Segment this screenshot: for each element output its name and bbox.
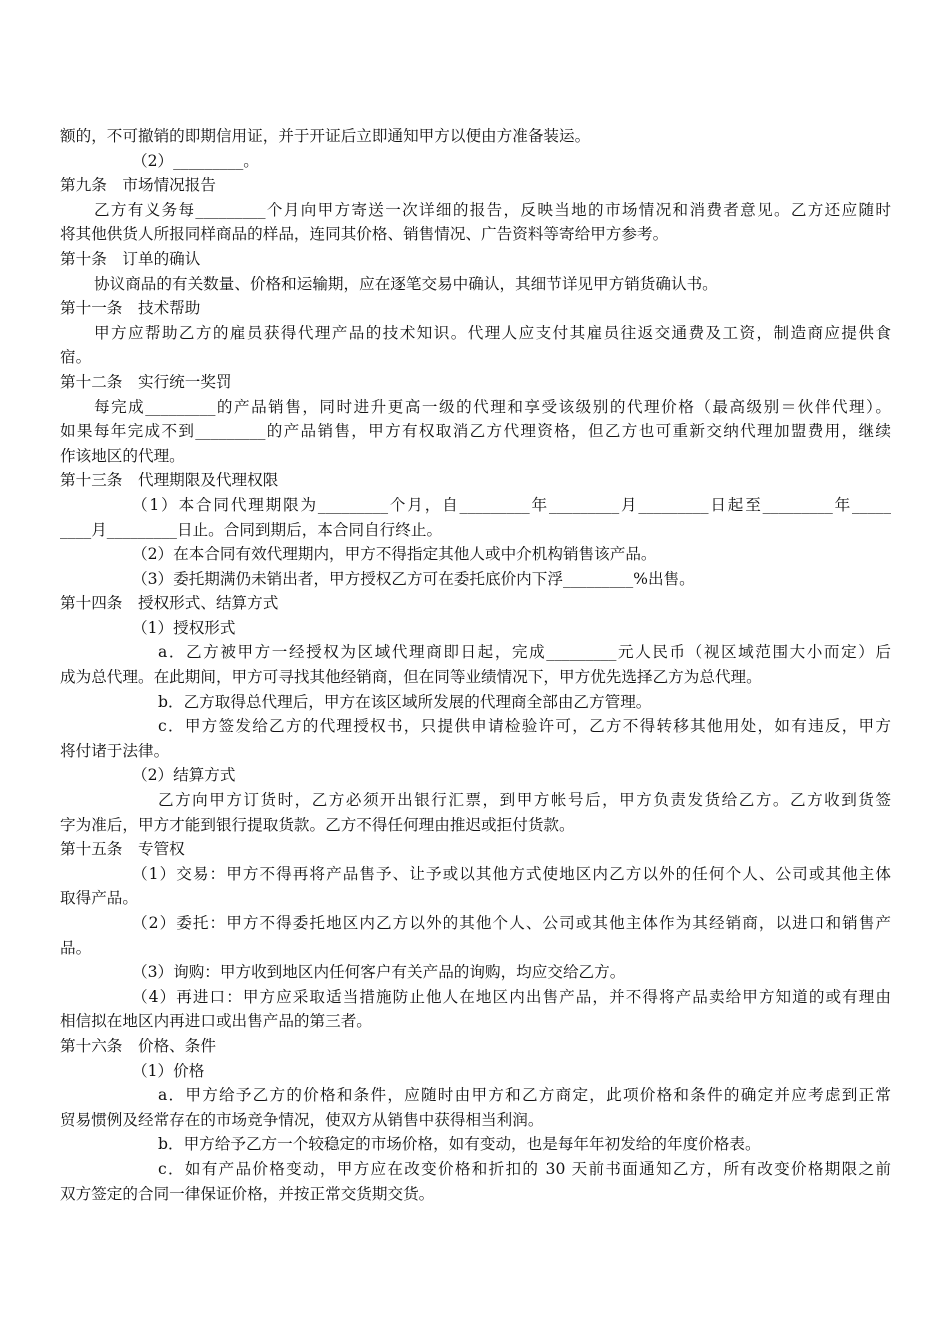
- text-line: （2）_________。: [132, 151, 259, 170]
- text-line: （2）在本合同有效代理期内，甲方不得指定其他人或中介机构销售该产品。: [132, 545, 657, 564]
- text-line: （1）授权形式: [132, 618, 236, 637]
- section-heading: 第十一条 技术帮助: [60, 299, 201, 318]
- section-heading: 第十二条 实行统一奖罚: [60, 372, 232, 391]
- section-heading: 第十六条 价格、条件: [60, 1036, 216, 1055]
- text-line: 如果每年完成不到_________的产品销售，甲方有权取消乙方代理资格，但乙方也可重新交纳代理加盟费用，继续: [60, 422, 891, 441]
- text-line: 乙方有义务每_________个月向甲方寄送一次详细的报告，反映当地的市场情况和消费者意见。乙方还应随时: [94, 200, 891, 219]
- text-line: b．甲方给予乙方一个较稳定的市场价格，如有变动，也是每年年初发给的年度价格表。: [158, 1135, 761, 1154]
- text-line: c．甲方签发给乙方的代理授权书，只提供申请检验许可，乙方不得转移其他用处，如有违反，甲方: [158, 717, 891, 736]
- text-line: 成为总代理。在此期间，甲方可寻找其他经销商，但在同等业绩情况下，甲方优先选择乙方为总代理。: [60, 668, 762, 687]
- text-line: （4）再进口：甲方应采取适当措施防止他人在地区内出售产品，并不得将产品卖给甲方知道的或有理由: [132, 987, 891, 1006]
- text-line: 相信拟在地区内再进口或出售产品的第三者。: [60, 1012, 372, 1031]
- text-line: 宿。: [60, 348, 92, 367]
- text-line: （1）价格: [132, 1061, 205, 1080]
- text-line: a．乙方被甲方一经授权为区域代理商即日起，完成_________元人民币（视区域范围大小而定）后: [158, 643, 891, 662]
- text-line: 贸易惯例及经常存在的市场竞争情况，使双方从销售中获得相当利润。: [60, 1110, 544, 1129]
- text-line: 乙方向甲方订货时，乙方必须开出银行汇票，到甲方帐号后，甲方负责发货给乙方。乙方收到货签: [158, 791, 891, 810]
- text-line: 甲方应帮助乙方的雇员获得代理产品的技术知识。代理人应支付其雇员往返交通费及工资，制造商应提供食: [94, 323, 891, 342]
- section-heading: 第十条 订单的确认: [60, 249, 201, 268]
- text-line: ____月_________日止。合同到期后，本合同自行终止。: [60, 520, 443, 539]
- text-line: 双方签定的合同一律保证价格，并按正常交货期交货。: [60, 1184, 435, 1203]
- section-heading: 第十五条 专管权: [60, 840, 185, 859]
- text-line: （1）交易：甲方不得再将产品售予、让予或以其他方式使地区内乙方以外的任何个人、公司或其他主体: [132, 864, 891, 883]
- text-line: （1）本合同代理期限为_________个月，自_________年_________月_________日起至_________年_____: [132, 495, 891, 514]
- section-heading: 第十三条 代理期限及代理权限: [60, 471, 279, 490]
- text-line: （3）询购：甲方收到地区内任何客户有关产品的询购，均应交给乙方。: [132, 963, 626, 982]
- text-line: b．乙方取得总代理后，甲方在该区域所发展的代理商全部由乙方管理。: [158, 692, 652, 711]
- section-heading: 第十四条 授权形式、结算方式: [60, 594, 279, 613]
- text-line: 将付诸于法律。: [60, 741, 170, 760]
- text-line: 取得产品。: [60, 889, 138, 908]
- text-line: c．如有产品价格变动，甲方应在改变价格和折扣的 30 天前书面通知乙方，所有改变价格期限之前: [158, 1159, 891, 1178]
- text-line: 作该地区的代理。: [60, 446, 185, 465]
- contract-page: [60, 124, 891, 1206]
- section-heading: 第九条 市场情况报告: [60, 176, 216, 195]
- text-line: 品。: [60, 938, 92, 957]
- text-line: （2）结算方式: [132, 766, 236, 785]
- text-line: 每完成_________的产品销售，同时进升更高一级的代理和享受该级别的代理价格（最高级别＝伙伴代理）。: [94, 397, 891, 416]
- text-line: 额的，不可撤销的即期信用证，并于开证后立即通知甲方以便由方准备装运。: [60, 127, 591, 145]
- text-line: （3）委托期满仍未销出者，甲方授权乙方可在委托底价内下浮_________%出售。: [132, 569, 695, 588]
- text-line: 将其他供货人所报同样商品的样品，连同其价格、销售情况、广告资料等寄给甲方参考。: [60, 225, 669, 244]
- text-line: 协议商品的有关数量、价格和运输期，应在逐笔交易中确认，其细节详见甲方销货确认书。: [94, 274, 718, 293]
- text-line: a．甲方给予乙方的价格和条件，应随时由甲方和乙方商定，此项价格和条件的确定并应考虑到正常: [158, 1086, 891, 1105]
- text-line: （2）委托：甲方不得委托地区内乙方以外的其他个人、公司或其他主体作为其经销商，以进口和销售产: [132, 914, 891, 932]
- text-line: 字为准后，甲方才能到银行提取货款。乙方不得任何理由推迟或拒付货款。: [60, 815, 575, 834]
